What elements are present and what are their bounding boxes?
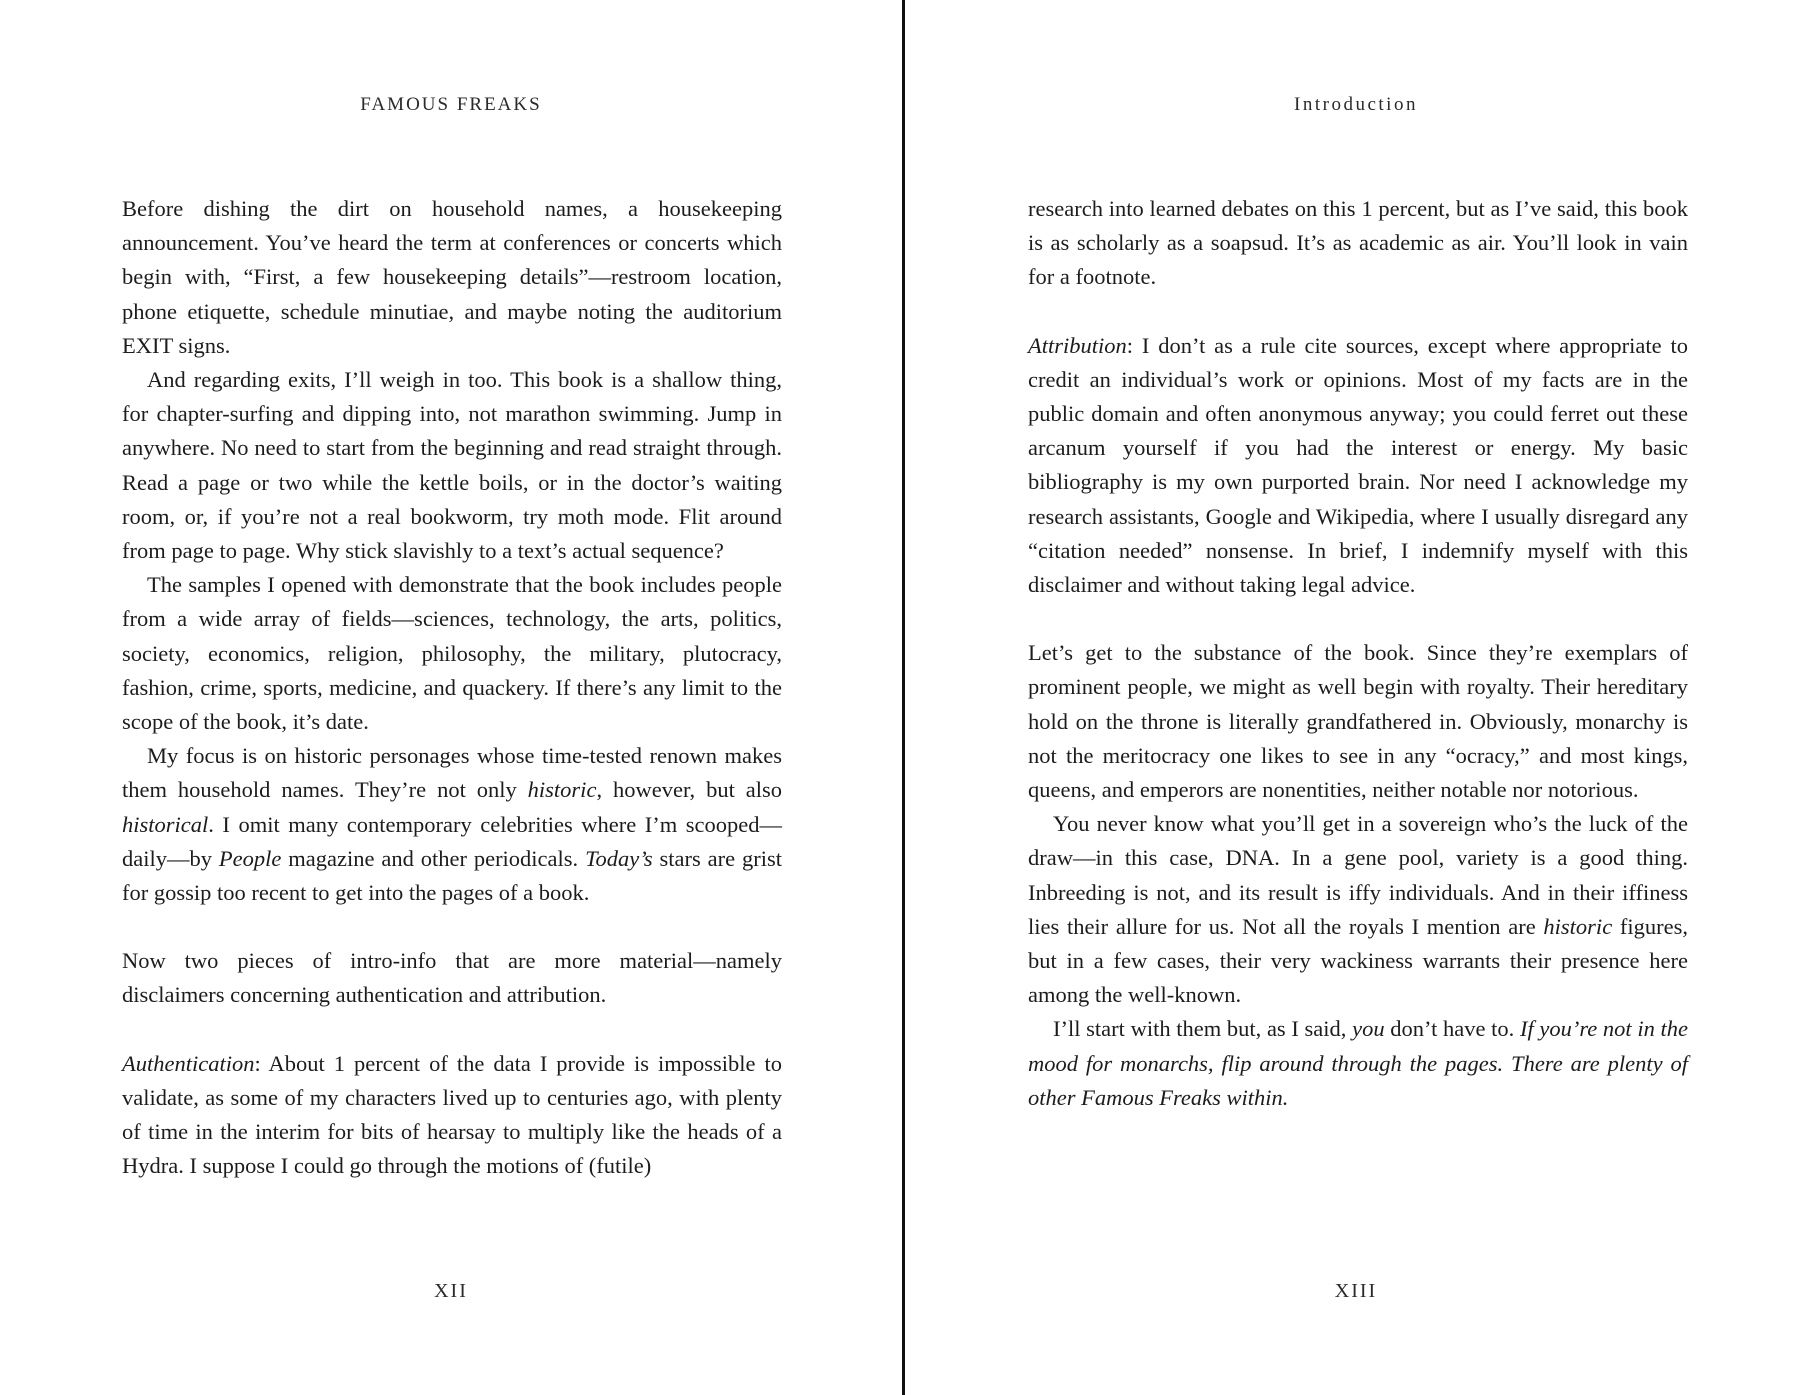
- right-page: [905, 0, 1807, 1395]
- paragraph: Authentication: About 1 percent of the data I provide is impossible to validate, as some of my characters lived up to centuries ago, with plenty of time in the interim for bits of hearsay to multiply like the heads of a Hydra. I suppose I could go through the motions of (futile): [122, 1050, 782, 1179]
- paragraph: I’ll start with them but, as I said, you don’t have to. If you’re not in the mood for monarchs, flip around through the pages. There are plenty of other Famous Freaks within.: [1028, 1016, 1689, 1110]
- left-page-body: [122, 192, 782, 1183]
- right-page-body: [1028, 192, 1688, 1115]
- left-page: [0, 0, 902, 1395]
- paragraph: And regarding exits, I’ll weigh in too. This book is a shallow thing, for chapter-surfing and dipping into, not marathon swimming. Jump in anywhere. No need to start from the beginning and read straight through. Read a page or two while the kettle boils, or in the doctor’s waiting room, or, if you’re not a real bookworm, try moth mode. Flit around from page to page. Why stick slavishly to a text’s actual sequence?: [122, 367, 782, 564]
- page-number-right: XIII: [1334, 1280, 1378, 1302]
- running-head-left: FAMOUS FREAKS: [360, 94, 542, 115]
- paragraph: My focus is on historic personages whose time-tested renown makes them household names. They’re not only historic, however, but also historical. I omit many contemporary celebrities where I’m scooped—daily—by People magazine and other periodicals. Today’s stars are grist for gossip too recent to get into the pages of a book.: [122, 743, 783, 906]
- running-head-right: Introduction: [1294, 94, 1418, 115]
- paragraph: You never know what you’ll get in a sovereign who’s the luck of the draw—in this case, DNA. In a gene pool, variety is a good thing. Inbreeding is not, and its result is iffy individuals. And in their iffiness lies their allure for us. Not all the royals I mention are historic figures, but in a few cases, their very wackiness warrants their presence here among the well-known.: [1028, 811, 1688, 1008]
- page-number-left: XII: [434, 1280, 468, 1302]
- paragraph: The samples I opened with demonstrate that the book includes people from a wide array of fields—sciences, technology, the arts, politics, society, economics, religion, philosophy, the military, plutocracy, fashion, crime, sports, medicine, and quackery. If there’s any limit to the scope of the book, it’s date.: [122, 572, 782, 735]
- paragraph: Now two pieces of intro-info that are more material—namely disclaimers concerning authentication and attribution.: [122, 948, 782, 1008]
- paragraph: Attribution: I don’t as a rule cite sources, except where appropriate to credit an individual’s work or opinions. Most of my facts are in the public domain and often anonymous anyway; you could ferret out these arcanum yourself if you had the interest or energy. My basic bibliography is my own purported brain. Nor need I acknowledge my research assistants, Google and Wikipedia, where I usually disregard any “citation needed” nonsense. In brief, I indemnify myself with this disclaimer and without taking legal advice.: [1028, 332, 1688, 598]
- paragraph: Let’s get to the substance of the book. Since they’re exemplars of prominent people, we might as well begin with royalty. Their hereditary hold on the throne is literally grandfathered in. Obviously, monarchy is not the meritocracy one likes to see in any “ocracy,” and most kings, queens, and emperors are nonentities, neither notable nor notorious.: [1028, 640, 1688, 803]
- paragraph: research into learned debates on this 1 percent, but as I’ve said, this book is as scholarly as a soapsud. It’s as academic as air. You’ll look in vain for a footnote.: [1028, 196, 1688, 290]
- paragraph: Before dishing the dirt on household names, a housekeeping announcement. You’ve heard the term at conferences or concerts which begin with, “First, a few housekeeping details”—restroom location, phone etiquette, schedule minutiae, and maybe noting the auditorium EXIT signs.: [122, 196, 782, 358]
